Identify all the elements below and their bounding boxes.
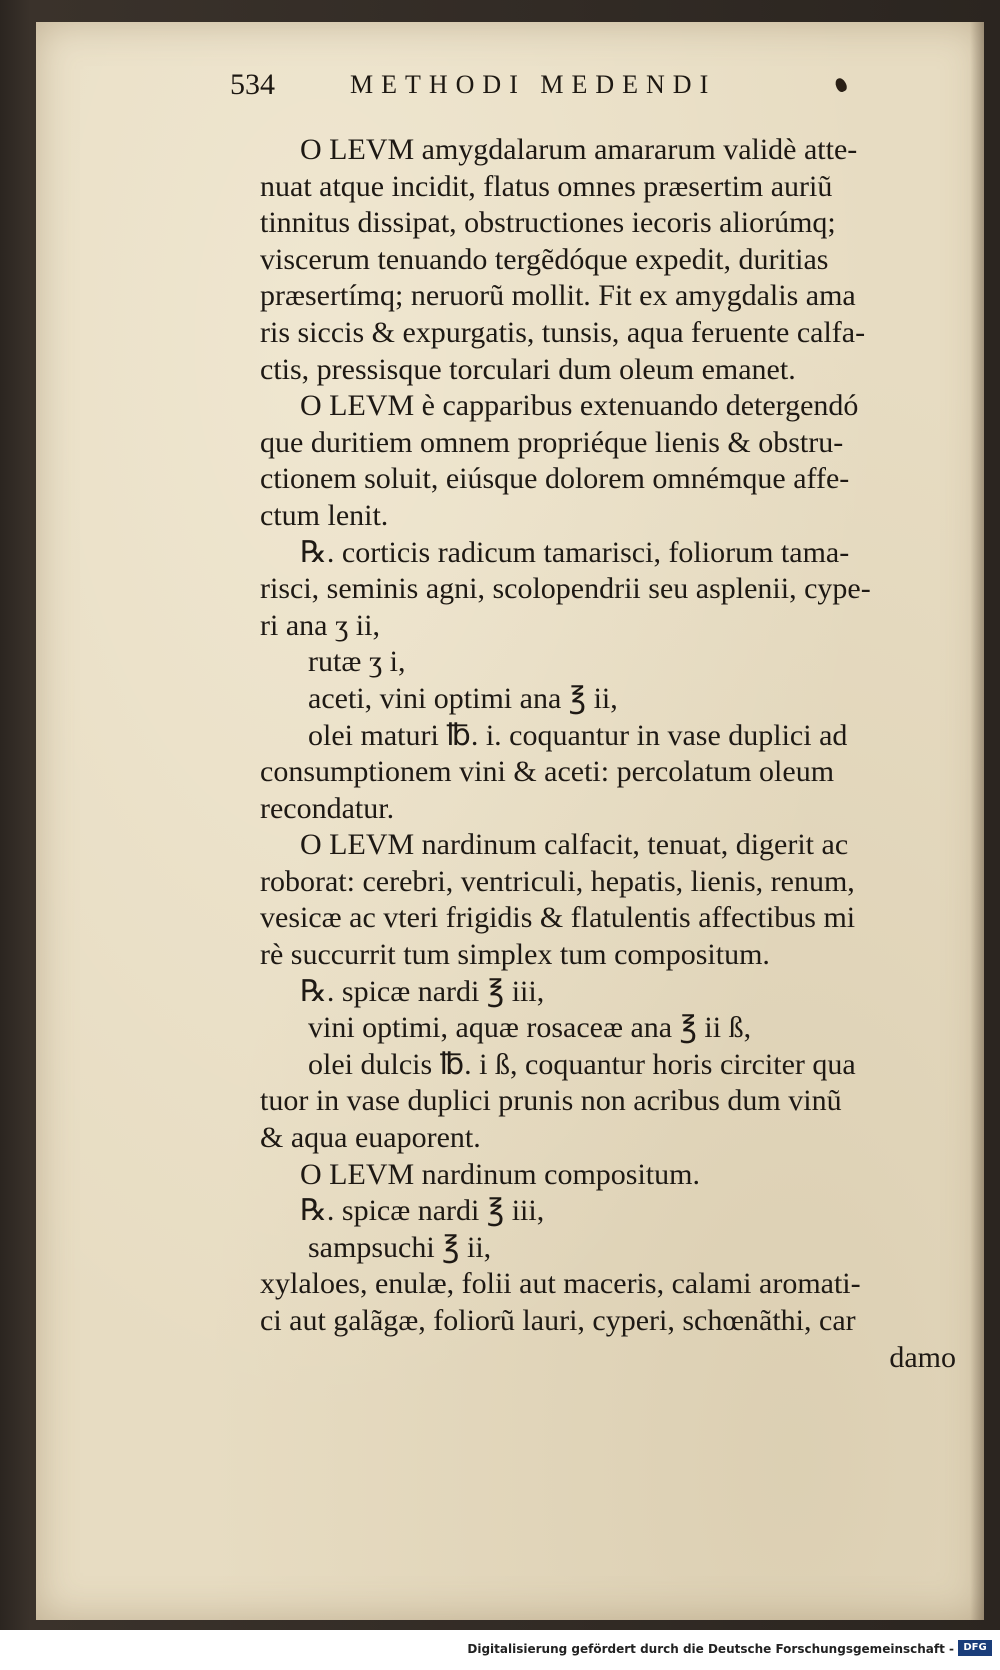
- text-line: que duritiem omnem propriéque lienis & obstru-: [260, 425, 844, 459]
- footer-bar: [0, 1630, 1000, 1670]
- text-line: vesicæ ac vteri frigidis & flatulentis affectibus mi: [260, 901, 856, 935]
- ingredient-line: olei maturi ℔. i. coquantur in vase duplici ad: [308, 718, 848, 752]
- text-line: tinnitus dissipat, obstructiones iecoris aliorúmq;: [260, 206, 836, 240]
- text-line: roborat: cerebri, ventriculi, hepatis, lienis, renum,: [260, 864, 855, 898]
- text-line: ci aut galãgæ, foliorũ lauri, cyperi, schœnãthi, car: [260, 1304, 856, 1337]
- catchword: damo: [889, 1340, 956, 1374]
- page-number: 534: [230, 68, 275, 101]
- ingredient-line: sampsuchi ℥ ii,: [308, 1230, 492, 1264]
- text-line: nuat atque incidit, flatus omnes præsertim auriũ: [260, 169, 833, 203]
- recipe-line: ℞. spicæ nardi ℥ iii,: [300, 1194, 545, 1228]
- page-header: [230, 68, 880, 108]
- text-line: & aqua euaporent.: [260, 1121, 481, 1155]
- text-line: O LEVM nardinum compositum.: [300, 1157, 700, 1191]
- page-edge-shadow: [970, 22, 984, 1620]
- ingredient-line: aceti, vini optimi ana ℥ ii,: [308, 681, 618, 715]
- running-head: METHODI MEDENDI: [350, 70, 717, 99]
- dfg-logo: DFG: [958, 1640, 992, 1656]
- ingredient-line: olei dulcis ℔. i ß, coquantur horis circiter qua: [308, 1047, 856, 1081]
- text-line: consumptionem vini & aceti: percolatum oleum: [260, 755, 835, 789]
- text-line: ctum lenit.: [260, 498, 389, 532]
- ingredient-line: rutæ ʒ i,: [308, 645, 406, 679]
- text-line: tuor in vase duplici prunis non acribus dum vinũ: [260, 1084, 842, 1118]
- text-line: O LEVM amygdalarum amararum validè atte-: [300, 133, 858, 166]
- body-text: [260, 132, 960, 1376]
- text-line: recondatur.: [260, 791, 395, 825]
- recipe-line: ℞. spicæ nardi ℥ iii,: [300, 974, 545, 1008]
- text-line: rè succurrit tum simplex tum compositum.: [260, 938, 770, 972]
- text-line: ctis, pressisque torculari dum oleum emanet.: [260, 352, 796, 386]
- text-line: viscerum tenuando tergẽdóque expedit, duritias: [260, 242, 829, 276]
- recipe-line: ℞. corticis radicum tamarisci, foliorum tama-: [300, 535, 850, 569]
- text-line: præsertímq; neruorũ mollit. Fit ex amygdalis ama: [260, 279, 856, 313]
- text-line: O LEVM nardinum calfacit, tenuat, digerit ac: [300, 828, 849, 862]
- text-line: risci, seminis agni, scolopendrii seu asplenii, cype-: [260, 572, 871, 606]
- funding-credit: Digitalisierung gefördert durch die Deutsche Forschungsgemeinschaft -: [467, 1642, 954, 1656]
- text-line: O LEVM è capparibus extenuando detergendó: [300, 389, 859, 423]
- text-line: ctionem soluit, eiúsque dolorem omnémque affe-: [260, 462, 850, 496]
- text-line: ri ana ʒ ii,: [260, 608, 380, 642]
- text-line: ris siccis & expurgatis, tunsis, aqua feruente calfa-: [260, 315, 866, 349]
- text-line: xylaloes, enulæ, folii aut maceris, calami aromati-: [260, 1267, 861, 1301]
- ingredient-line: vini optimi, aquæ rosaceæ ana ℥ ii ß,: [308, 1011, 752, 1045]
